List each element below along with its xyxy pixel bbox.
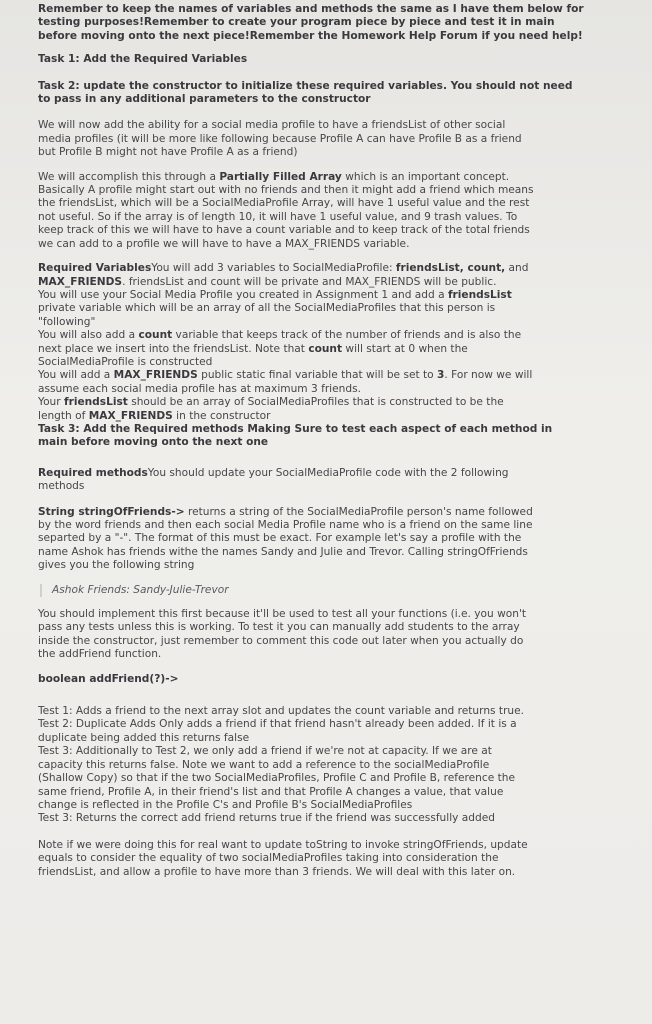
required-variables-section: Required VariablesYou will add 3 variables to SocialMediaProfile: friendsList, count, and MAX_FRIENDS. friendsList and count will be private and MAX_FRIENDS will be public. You will use your Social Media Profile you created in Assignment 1 and add a friendsList private variable which will be an array of all the SocialMediaProfiles that this person is "following" You will also add a count variable that keeps track of the number of friends and is also the next place we insert into the friendsList. Note that count will start at 0 when the SocialMediaProfile is constructed You will add a MAX_FRIENDS public static final variable that will be set to 3. For now we will assume each social media profile has at maximum 3 friends. Your friendsList should be an array of SocialMediaProfiles that is constructed to be the length of MAX_FRIENDS in the constructor [38, 262, 533, 422]
test-4: Test 3: Returns the correct add friend returns true if the friend was successfully added [38, 812, 495, 825]
implement-first-paragraph: You should implement this first because it'll be used to test all your functions (i.e. you won't pass any tests unless this is working. To test it you can manually add students to the array inside the constructor, just remember to comment this code out later when you actually do the addFriend function. [38, 608, 527, 661]
test-1: Test 1: Adds a friend to the next array slot and updates the count variable and returns true. [38, 705, 525, 718]
string-of-friends-section: String stringOfFriends-> returns a string of the SocialMediaProfile person's name followed by the word friends and then each social Media Profile name who is a friend on the same line separted by a "-". The format of this must be exact. For example let's say a profile with the name Ashok has friends withe the names Sandy and Julie and Trevor. Calling stringOfFriends gives you the following string [38, 505, 533, 572]
task-1-heading: Task 1: Add the Required Variables [38, 53, 248, 66]
friends-list-paragraph: We will now add the ability for a social media profile to have a friendsList of other social media profiles (it will be more like following because Profile A can have Profile B as a friend but Profile B might not have Profile A as a friend) [38, 119, 522, 159]
note-paragraph: Note if we were doing this for real want to update toString to invoke stringOfFriends, update equals to consider the equality of two socialMediaProfiles taking into consideration the friendsList, and allow a profile to have more than 3 friends. We will deal with this later on. [38, 838, 528, 878]
test-2: Test 2: Duplicate Adds Only adds a friend if that friend hasn't already been added. If it is a [38, 718, 517, 731]
homework-help-forum-link[interactable]: Homework Help Forum [341, 29, 478, 42]
required-methods-section: Required methodsYou should update your SocialMediaProfile code with the 2 following methods [38, 466, 509, 493]
intro-reminders: Remember to keep the names of variables and methods the same as I have them below for testing purposes!Remember to create your program piece by piece and test it in main before moving onto the next piece!Remember the Homework Help Forum if you need help! [38, 3, 584, 42]
task-2-heading: Task 2: update the constructor to initialize these required variables. You should not need to pass in any additional parameters to the constructor [38, 79, 573, 106]
example-output-quote: Ashok Friends: Sandy-Julie-Trevor [40, 584, 632, 597]
add-friend-heading: boolean addFriend(?)-> [38, 672, 179, 685]
test-3: Test 3: Additionally to Test 2, we only add a friend if we're not at capacity. If we are at [38, 745, 492, 758]
partially-filled-array-paragraph: We will accomplish this through a Partially Filled Array which is an important concept. Basically A profile might start out with no friends and then it might add a friend which means the friendsList, which will be a SocialMediaProfile Array, will have 1 useful value and the rest not useful. So if the array is of length 10, it will have 1 useful value, and 9 trash values. To keep track of this we will have to have a count variable and to keep track of the total friends we can add to a profile we will have to have a MAX_FRIENDS variable. [38, 170, 534, 250]
task-3-heading: Task 3: Add the Required methods Making Sure to test each aspect of each method in main before moving onto the next one [38, 422, 553, 449]
add-friend-tests: Test 1: Adds a friend to the next array slot and updates the count variable and returns true. Test 2: Duplicate Adds Only adds a friend if that friend hasn't already been added. If it is a duplicate being added this returns false Test 3: Additionally to Test 2, we only add a friend if we're not at capacity. If we are at capacity this returns false. Note we want to add a reference to the socialMediaProfile (Shallow Copy) so that if the two SocialMediaProfiles, Profile C and Profile B, reference the same friend, Profile A, in their friend's list and that Profile A changes a value, that value change is reflected in the Profile C's and Profile B's SocialMediaProfiles Test 3: Returns the correct add friend returns true if the friend was successfully added [38, 705, 632, 826]
